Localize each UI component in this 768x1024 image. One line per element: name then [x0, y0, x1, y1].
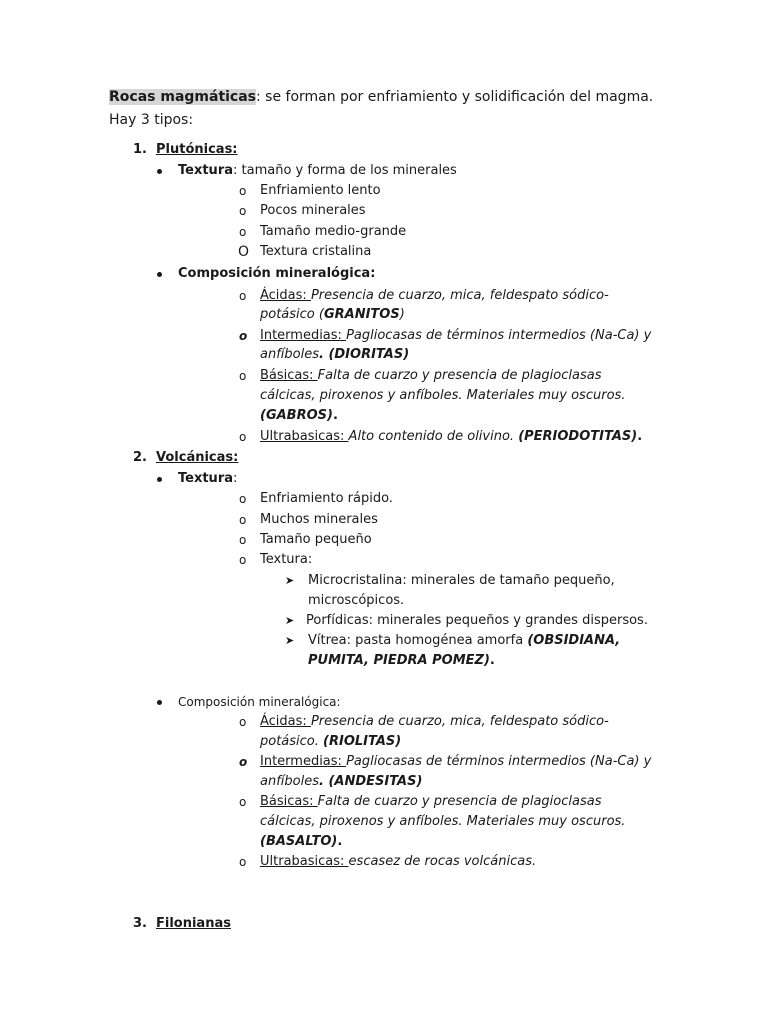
acidas-text: Presencia de cuarzo, mica, feldespato sódico- [310, 288, 609, 303]
circle-bullet-icon: o [239, 369, 247, 383]
textura-label: Textura [178, 471, 233, 486]
circle-bullet-icon: O [238, 244, 250, 260]
circle-bullet-icon: o [239, 755, 248, 769]
intermedias-text: Pagliocasas de términos intermedios (Na-Ca) y [346, 328, 652, 343]
rock-name: . (ANDESITAS) [318, 774, 423, 789]
acidas-text: Presencia de cuarzo, mica, feldespato sódico- [310, 714, 609, 729]
basicas-line-1 [260, 366, 601, 386]
acidas-line-2 [260, 305, 405, 325]
ultrabasicas-line [260, 427, 642, 447]
subitem-vitrea [308, 631, 620, 651]
subitem-microcristalina: Microcristalina: minerales de tamaño pequeño, [308, 573, 615, 588]
circle-bullet-icon: o [239, 715, 247, 729]
acidas-label: Ácidas: [260, 288, 311, 303]
volcanicas-textura [178, 469, 237, 489]
intermedias-line-1 [260, 326, 651, 346]
basicas-line-2: cálcicas, piroxenos y anfíboles. Materiales muy oscuros. [260, 814, 626, 829]
composicion-label: Composición mineralógica: [178, 266, 376, 281]
plutonicas-textura [178, 161, 457, 181]
list-item: Textura cristalina [260, 244, 372, 259]
ultrabasicas-tail: . [637, 429, 643, 444]
circle-bullet-icon: o [239, 430, 247, 444]
intermedias-text-2: anfíboles [260, 347, 319, 362]
arrow-bullet-icon: ➤ [285, 634, 295, 647]
vitrea-tail: . [489, 653, 495, 668]
section-title-filonianas: Filonianas [156, 916, 231, 931]
rock-name: GRANITOS [323, 307, 400, 322]
textura-text: : tamaño y forma de los minerales [233, 163, 457, 178]
list-item: Textura: [260, 552, 313, 567]
ultrabasicas-label: Ultrabasicas: [260, 854, 349, 869]
basicas-label: Básicas: [260, 794, 318, 809]
circle-bullet-icon: o [239, 204, 247, 218]
circle-bullet-icon: o [239, 795, 247, 809]
basicas-line-1 [260, 792, 601, 812]
acidas-line-2 [260, 732, 401, 752]
section-title-volcanicas: Volcánicas: [156, 450, 239, 465]
list-item: Enfriamiento lento [260, 183, 381, 198]
rock-name: . (DIORITAS) [318, 347, 410, 362]
circle-bullet-icon: o [239, 533, 247, 547]
intermedias-text-2: anfíboles [260, 774, 319, 789]
intermedias-line-2 [260, 345, 409, 365]
intermedias-label: Intermedias: [260, 328, 347, 343]
circle-bullet-icon: o [239, 289, 247, 303]
acidas-text-2: potásico ( [260, 307, 324, 322]
list-item: Tamaño pequeño [260, 532, 372, 547]
section-number-3: 3. [133, 916, 147, 931]
bullet-icon [157, 477, 162, 482]
list-item: Pocos minerales [260, 203, 366, 218]
circle-bullet-icon: o [239, 225, 247, 239]
intro-line-1 [109, 87, 653, 107]
section-number-1: 1. [133, 142, 147, 157]
ultrabasicas-line [260, 852, 536, 872]
rock-name: (OBSIDIANA, [527, 633, 621, 648]
list-item: Muchos minerales [260, 512, 378, 527]
rock-name: (GABROS) [260, 408, 333, 423]
composicion-label: Composición mineralógica: [178, 695, 341, 709]
rock-name: (RIOLITAS) [323, 734, 402, 749]
basicas-line-3 [260, 832, 342, 852]
acidas-line-1 [260, 286, 609, 306]
bullet-icon [157, 700, 162, 705]
circle-bullet-icon: o [239, 329, 248, 343]
circle-bullet-icon: o [239, 553, 247, 567]
list-item: Tamaño medio-grande [260, 224, 407, 239]
basicas-tail: . [337, 834, 343, 849]
arrow-bullet-icon: ➤ [285, 614, 295, 627]
acidas-text-2: potásico. [260, 734, 324, 749]
intro-line-2: Hay 3 tipos: [109, 112, 194, 128]
subitem-microcristalina-2: microscópicos. [308, 593, 405, 608]
intermedias-line-2 [260, 772, 422, 792]
acidas-label: Ácidas: [260, 714, 311, 729]
textura-text: : [233, 471, 238, 486]
rock-name: (BASALTO) [260, 834, 338, 849]
circle-bullet-icon: o [239, 492, 247, 506]
section-number-2: 2. [133, 450, 147, 465]
subitem-porfidicas: Porfídicas: minerales pequeños y grandes dispersos. [306, 613, 648, 628]
acidas-line-1 [260, 712, 609, 732]
circle-bullet-icon: o [239, 855, 247, 869]
rock-name: PUMITA, PIEDRA POMEZ) [308, 653, 490, 668]
bullet-icon [157, 169, 162, 174]
acidas-tail: ) [399, 307, 405, 322]
ultrabasicas-text: Alto contenido de olivino. [348, 429, 519, 444]
intermedias-label: Intermedias: [260, 754, 347, 769]
textura-label: Textura [178, 163, 233, 178]
subitem-vitrea-2 [308, 651, 495, 671]
intro-text: : se forman por enfriamiento y solidificación del magma. [256, 89, 654, 105]
intro-title: Rocas magmáticas [109, 89, 257, 105]
arrow-bullet-icon: ➤ [285, 574, 295, 587]
rock-name: (PERIODOTITAS) [518, 429, 638, 444]
bullet-icon [157, 272, 162, 277]
basicas-text: Falta de cuarzo y presencia de plagioclasas [317, 794, 602, 809]
section-title-plutonicas: Plutónicas: [156, 142, 238, 157]
basicas-text: Falta de cuarzo y presencia de plagioclasas [317, 368, 602, 383]
intermedias-line-1 [260, 752, 651, 772]
basicas-label: Básicas: [260, 368, 318, 383]
intermedias-text: Pagliocasas de términos intermedios (Na-Ca) y [346, 754, 652, 769]
ultrabasicas-text: escasez de rocas volcánicas. [348, 854, 537, 869]
circle-bullet-icon: o [239, 513, 247, 527]
ultrabasicas-label: Ultrabasicas: [260, 429, 349, 444]
basicas-line-3 [260, 406, 338, 426]
circle-bullet-icon: o [239, 184, 247, 198]
basicas-line-2: cálcicas, piroxenos y anfíboles. Materiales muy oscuros. [260, 388, 626, 403]
list-item: Enfriamiento rápido. [260, 491, 393, 506]
basicas-tail: . [332, 408, 338, 423]
vitrea-text: Vítrea: pasta homogénea amorfa [308, 633, 528, 648]
